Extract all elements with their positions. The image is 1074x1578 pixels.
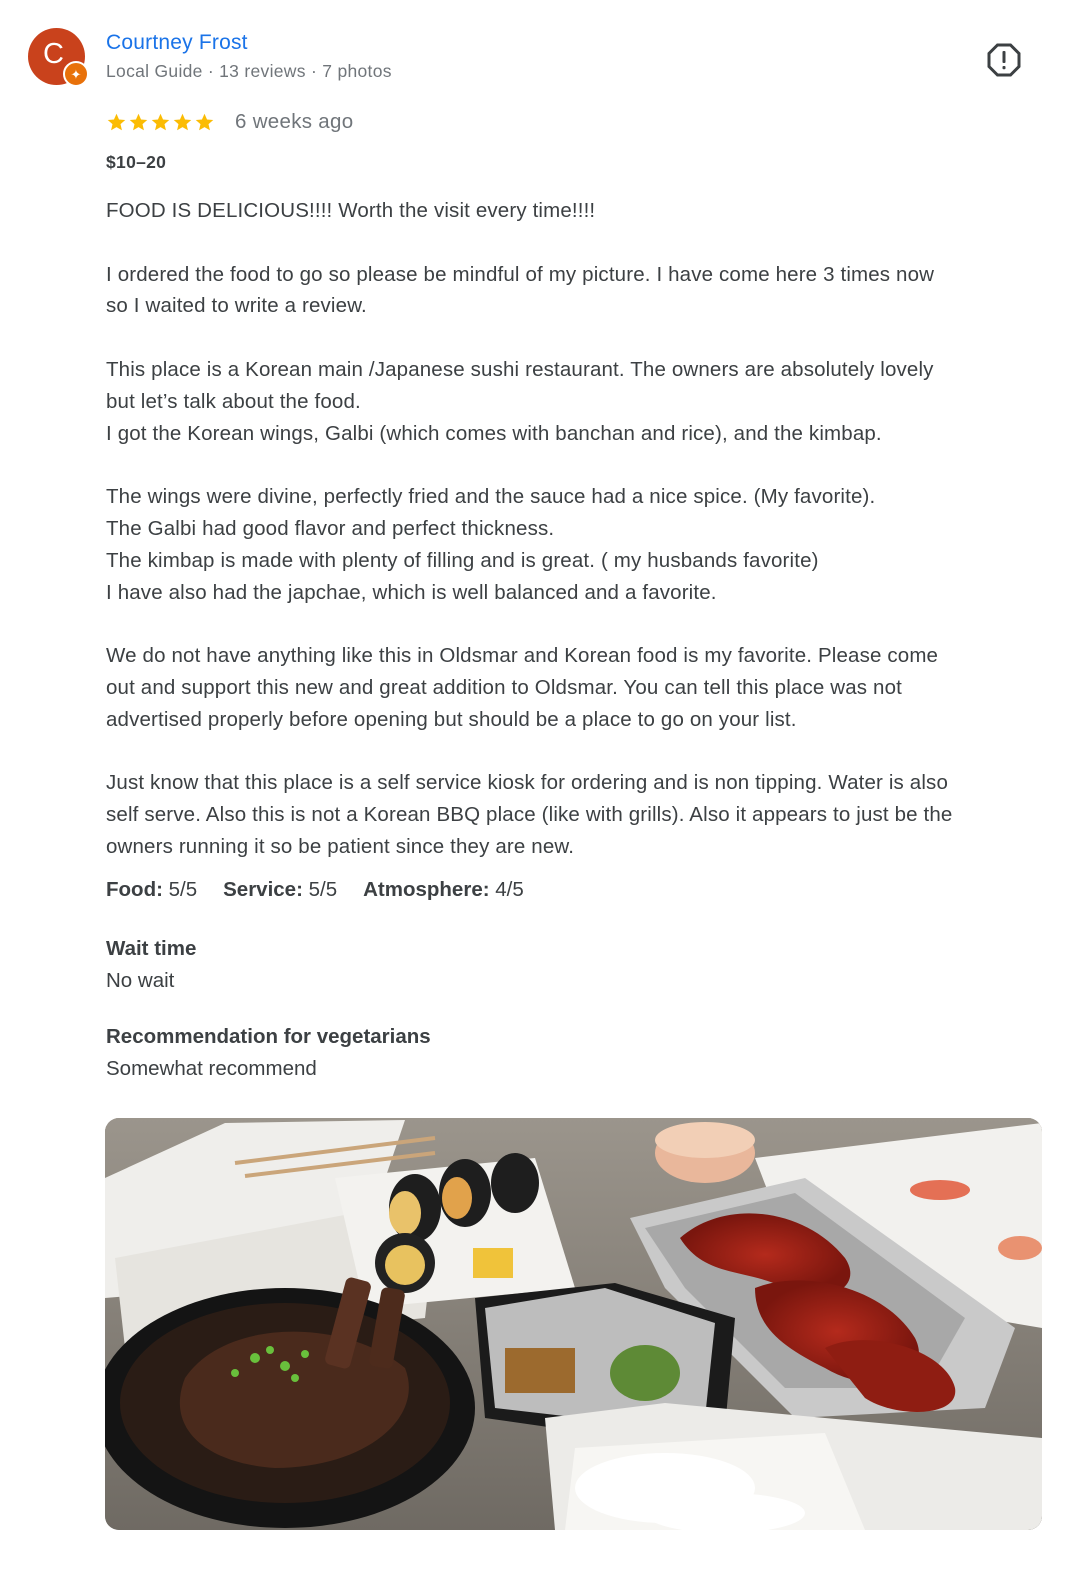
review-line: I ordered the food to go so please be mindful of my picture. I have come here 3 times now xyxy=(106,262,935,286)
review-time: 6 weeks ago xyxy=(235,110,354,133)
price-range: $10–20 xyxy=(106,152,167,172)
report-flag-icon[interactable] xyxy=(986,42,1022,78)
review-paragraph xyxy=(106,640,1051,735)
avatar-initial: C xyxy=(43,38,64,70)
rating-attributes xyxy=(106,878,524,902)
review-line: Just know that this place is a self service kiosk for ordering and is non tipping. Water is also xyxy=(106,771,948,795)
reviewer-meta[interactable]: Local Guide · 13 reviews · 7 photos xyxy=(106,61,392,81)
star-icon xyxy=(150,112,171,133)
attribute-label: Food: xyxy=(106,878,163,901)
rating-attribute xyxy=(106,878,197,902)
attribute-label: Atmosphere: xyxy=(363,878,490,901)
attribute-value: 4/5 xyxy=(489,878,524,901)
attribute-label: Service: xyxy=(223,878,303,901)
review-paragraph xyxy=(106,259,1051,323)
wait-time-label: Wait time xyxy=(106,937,197,960)
rating-row xyxy=(106,110,353,134)
review-photo[interactable] xyxy=(105,1118,1042,1530)
review-line: advertised properly before opening but should be a place to go on your list. xyxy=(106,707,797,731)
attribute-value: 5/5 xyxy=(162,878,198,901)
review-line: The Galbi had good flavor and perfect thickness. xyxy=(106,516,555,540)
review-paragraph xyxy=(106,767,1051,862)
review-line: FOOD IS DELICIOUS!!!! Worth the visit every time!!!! xyxy=(106,199,596,222)
review-line: The wings were divine, perfectly fried and the sauce had a nice spice. (My favorite). xyxy=(106,485,876,509)
rating-attribute xyxy=(223,878,337,902)
vegetarian-value: Somewhat recommend xyxy=(106,1057,317,1080)
review-line: out and support this new and great addition to Oldsmar. You can tell this place was not xyxy=(106,675,902,699)
local-guide-star-icon: ✦ xyxy=(63,61,89,87)
attribute-value: 5/5 xyxy=(302,878,338,901)
review-line: The kimbap is made with plenty of filling and is great. ( my husbands favorite) xyxy=(106,548,819,572)
star-icon xyxy=(128,112,149,133)
review-line: We do not have anything like this in Oldsmar and Korean food is my favorite. Please come xyxy=(106,644,939,668)
star-rating xyxy=(106,112,215,133)
star-icon xyxy=(172,112,193,133)
review-line: I have also had the japchae, which is well balanced and a favorite. xyxy=(106,580,717,604)
review-paragraph xyxy=(106,354,1051,449)
wait-time-value: No wait xyxy=(106,969,175,992)
review-paragraph xyxy=(106,481,1051,608)
star-icon xyxy=(194,112,215,133)
review-line: I got the Korean wings, Galbi (which comes with banchan and rice), and the kimbap. xyxy=(106,421,882,445)
review-line: self serve. Also this is not a Korean BBQ place (like with grills). Also it appears to just be the xyxy=(106,803,953,827)
star-icon xyxy=(106,112,127,133)
review-line: so I waited to write a review. xyxy=(106,294,367,318)
review-paragraph xyxy=(106,195,1051,227)
review-text xyxy=(106,195,1051,895)
reviewer-name[interactable]: Courtney Frost xyxy=(106,31,248,54)
review-line: This place is a Korean main /Japanese sushi restaurant. The owners are absolutely lovely xyxy=(106,357,934,381)
vegetarian-label: Recommendation for vegetarians xyxy=(106,1025,431,1048)
takeout-food-photo xyxy=(105,1118,1042,1530)
review-line: but let’s talk about the food. xyxy=(106,389,361,413)
avatar[interactable] xyxy=(28,28,85,85)
rating-attribute xyxy=(363,878,524,902)
review-line: owners running it so be patient since they are new. xyxy=(106,834,575,858)
